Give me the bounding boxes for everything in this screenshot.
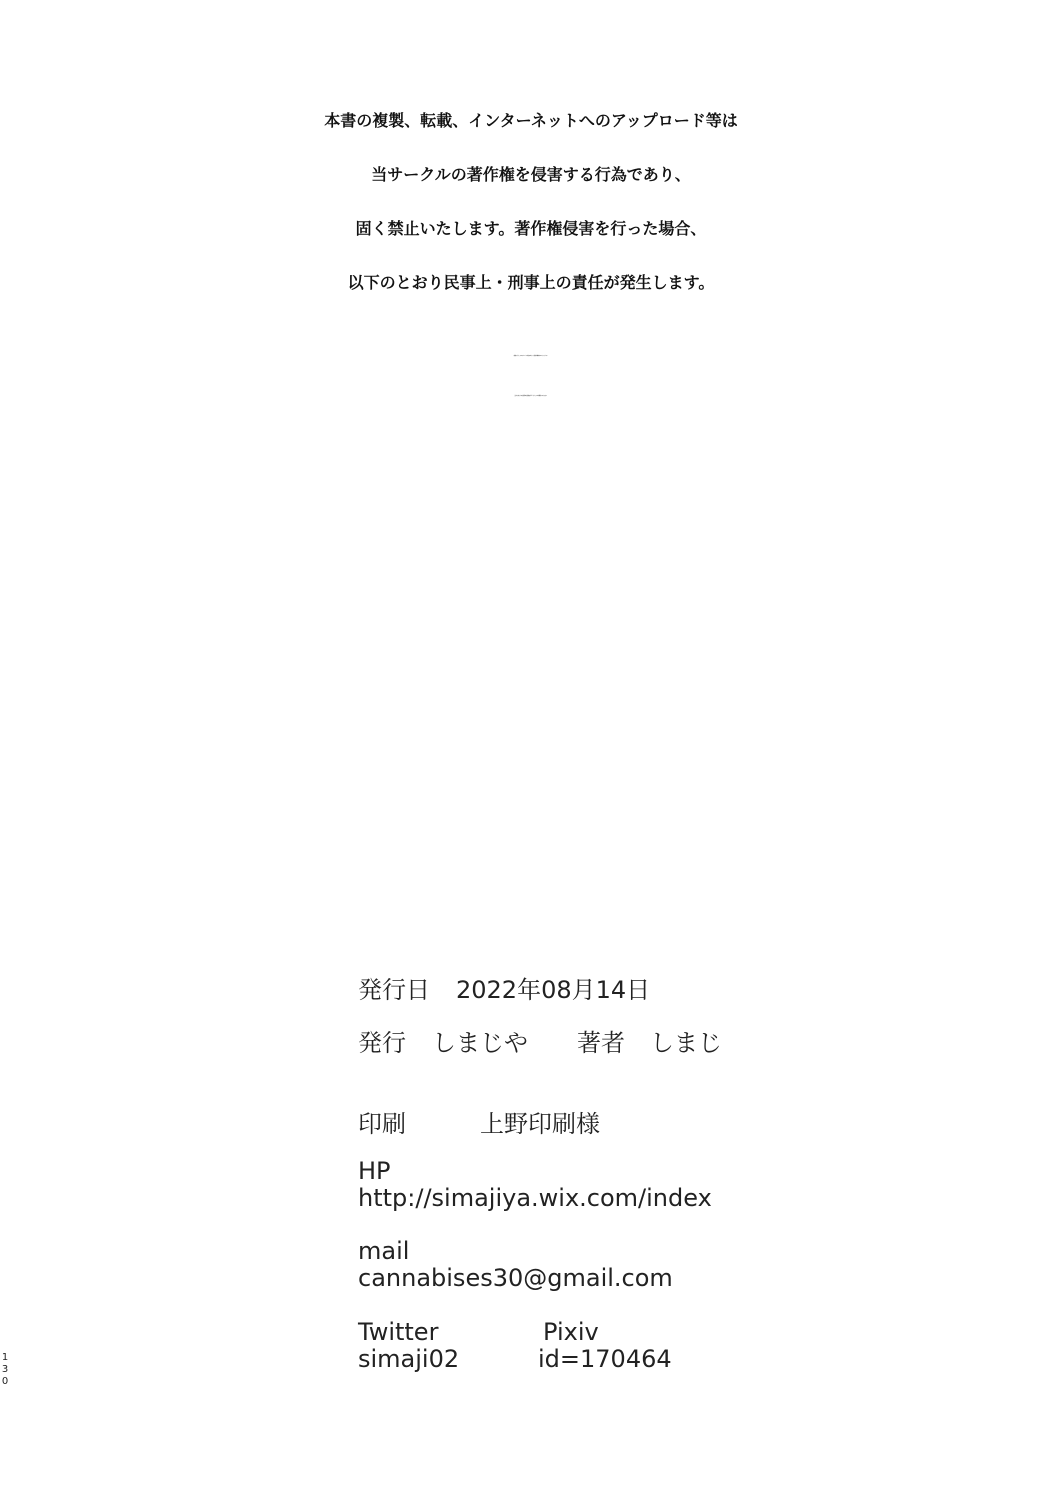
notice-heading-line-4: 以下のとおり民事上・刑事上の責任が発生します。 — [347, 273, 715, 292]
colophon-pixiv-id: id=170464 — [538, 1345, 672, 1373]
colophon-publisher-label: 発行 — [358, 1029, 406, 1057]
colophon-printer-value: 上野印刷様 — [480, 1110, 600, 1138]
colophon-author-value: しまじ — [650, 1029, 722, 1057]
notice-body-line-2: 文章その他一切の著作物の著作権は全て当サークルに帰属しております。 — [514, 396, 548, 397]
notice-body-line-1: 本書は当サークルのオリジナル作品であり、本書に掲載されているイラスト、 — [513, 356, 549, 357]
colophon-printer-label: 印刷 — [358, 1110, 406, 1138]
colophon-publisher-value: しまじや — [432, 1029, 528, 1057]
colophon-twitter-label: Twitter — [358, 1318, 439, 1346]
colophon-hp-link: http://simajiya.wix.com/index — [358, 1184, 712, 1212]
colophon-date-value: 2022年08月14日 — [456, 976, 651, 1004]
page-number-digit-3: 0 — [1, 1376, 9, 1387]
colophon-twitter-handle: simaji02 — [358, 1345, 460, 1373]
colophon-author-label: 著者 — [577, 1029, 625, 1057]
colophon-hp-label: HP — [358, 1157, 391, 1185]
page-number-digit-1: 1 — [1, 1352, 9, 1363]
page-number-digit-2: 3 — [1, 1364, 9, 1375]
colophon-pixiv-label: Pixiv — [543, 1318, 599, 1346]
colophon-date-label: 発行日 — [358, 976, 430, 1004]
notice-heading-line-3: 固く禁止いたします。著作権侵害を行った場合、 — [355, 219, 707, 238]
colophon-mail-label: mail — [358, 1237, 410, 1265]
colophon-mail-address: cannabises30@gmail.com — [358, 1264, 673, 1292]
notice-heading-line-2: 当サークルの著作権を侵害する行為であり、 — [371, 165, 691, 184]
notice-heading-line-1: 本書の複製、転載、インターネットへのアップロード等は — [324, 111, 738, 130]
